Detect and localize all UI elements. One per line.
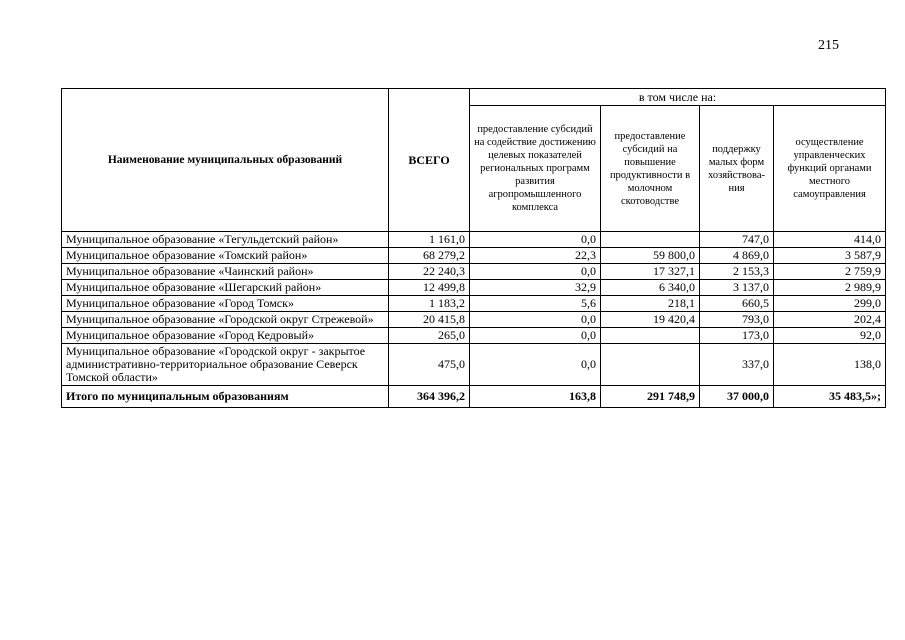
- header-total: ВСЕГО: [389, 89, 470, 232]
- row-total: 20 415,8: [389, 312, 470, 328]
- row-c2: 218,1: [601, 296, 700, 312]
- total-row-c4: 35 483,5»;: [774, 386, 886, 408]
- header-name: Наименование муниципальных образований: [62, 89, 389, 232]
- row-c3: 337,0: [700, 344, 774, 386]
- row-name: Муниципальное образование «Городской округ Стрежевой»: [62, 312, 389, 328]
- row-c3: 660,5: [700, 296, 774, 312]
- row-c4: 92,0: [774, 328, 886, 344]
- row-name: Муниципальное образование «Шегарский район»: [62, 280, 389, 296]
- row-c3: 173,0: [700, 328, 774, 344]
- row-name: Муниципальное образование «Город Томск»: [62, 296, 389, 312]
- header-sub-agro-programs: предоставление субсидий на содействие достижению целевых показателей региональных программ развития агропромышленного комплекса: [470, 106, 601, 232]
- table-row: [62, 312, 886, 328]
- row-total: 475,0: [389, 344, 470, 386]
- table-row: [62, 280, 886, 296]
- row-name: Муниципальное образование «Город Кедровый»: [62, 328, 389, 344]
- row-c2: 17 327,1: [601, 264, 700, 280]
- row-c4: 299,0: [774, 296, 886, 312]
- municipal-subsidies-table: [61, 88, 886, 408]
- row-c1: 22,3: [470, 248, 601, 264]
- table-row: [62, 248, 886, 264]
- row-name: Муниципальное образование «Чаинский район»: [62, 264, 389, 280]
- row-c4: 202,4: [774, 312, 886, 328]
- row-name: Муниципальное образование «Тегульдетский район»: [62, 232, 389, 248]
- row-c1: 0,0: [470, 344, 601, 386]
- row-c2: [601, 344, 700, 386]
- row-c1: 32,9: [470, 280, 601, 296]
- table-row: [62, 296, 886, 312]
- header-sub-small-farms: поддержку малых форм хозяйствова-ния: [700, 106, 774, 232]
- row-total: 12 499,8: [389, 280, 470, 296]
- row-c4: 414,0: [774, 232, 886, 248]
- row-total: 22 240,3: [389, 264, 470, 280]
- row-c1: 0,0: [470, 264, 601, 280]
- row-c4: 2 759,9: [774, 264, 886, 280]
- row-c1: 5,6: [470, 296, 601, 312]
- row-c4: 138,0: [774, 344, 886, 386]
- row-c2: 19 420,4: [601, 312, 700, 328]
- row-c4: 2 989,9: [774, 280, 886, 296]
- row-c2: [601, 328, 700, 344]
- page-number: 215: [818, 38, 839, 53]
- total-row-c1: 163,8: [470, 386, 601, 408]
- row-total: 1 183,2: [389, 296, 470, 312]
- header-group: в том числе на:: [470, 89, 886, 106]
- row-name: Муниципальное образование «Томский район»: [62, 248, 389, 264]
- row-c1: 0,0: [470, 232, 601, 248]
- row-c3: 793,0: [700, 312, 774, 328]
- table-row: [62, 264, 886, 280]
- header-sub-admin-functions: осуществление управленческих функций органами местного самоуправления: [774, 106, 886, 232]
- row-total: 1 161,0: [389, 232, 470, 248]
- row-c3: 747,0: [700, 232, 774, 248]
- row-c2: 6 340,0: [601, 280, 700, 296]
- total-row-name: Итого по муниципальным образованиям: [62, 386, 389, 408]
- row-total: 265,0: [389, 328, 470, 344]
- total-row-total: 364 396,2: [389, 386, 470, 408]
- table-row: [62, 328, 886, 344]
- row-name: Муниципальное образование «Городской округ - закрытое административно-территориальное образование Северск Томской области»: [62, 344, 389, 386]
- table-row: [62, 232, 886, 248]
- row-c4: 3 587,9: [774, 248, 886, 264]
- total-row: [62, 386, 886, 408]
- header-sub-dairy: предоставление субсидий на повышение продуктивности в молочном скотоводстве: [601, 106, 700, 232]
- total-row-c2: 291 748,9: [601, 386, 700, 408]
- total-row-c3: 37 000,0: [700, 386, 774, 408]
- row-c2: 59 800,0: [601, 248, 700, 264]
- row-c3: 2 153,3: [700, 264, 774, 280]
- row-c2: [601, 232, 700, 248]
- row-c1: 0,0: [470, 328, 601, 344]
- row-c1: 0,0: [470, 312, 601, 328]
- row-total: 68 279,2: [389, 248, 470, 264]
- row-c3: 3 137,0: [700, 280, 774, 296]
- table-row: [62, 344, 886, 386]
- row-c3: 4 869,0: [700, 248, 774, 264]
